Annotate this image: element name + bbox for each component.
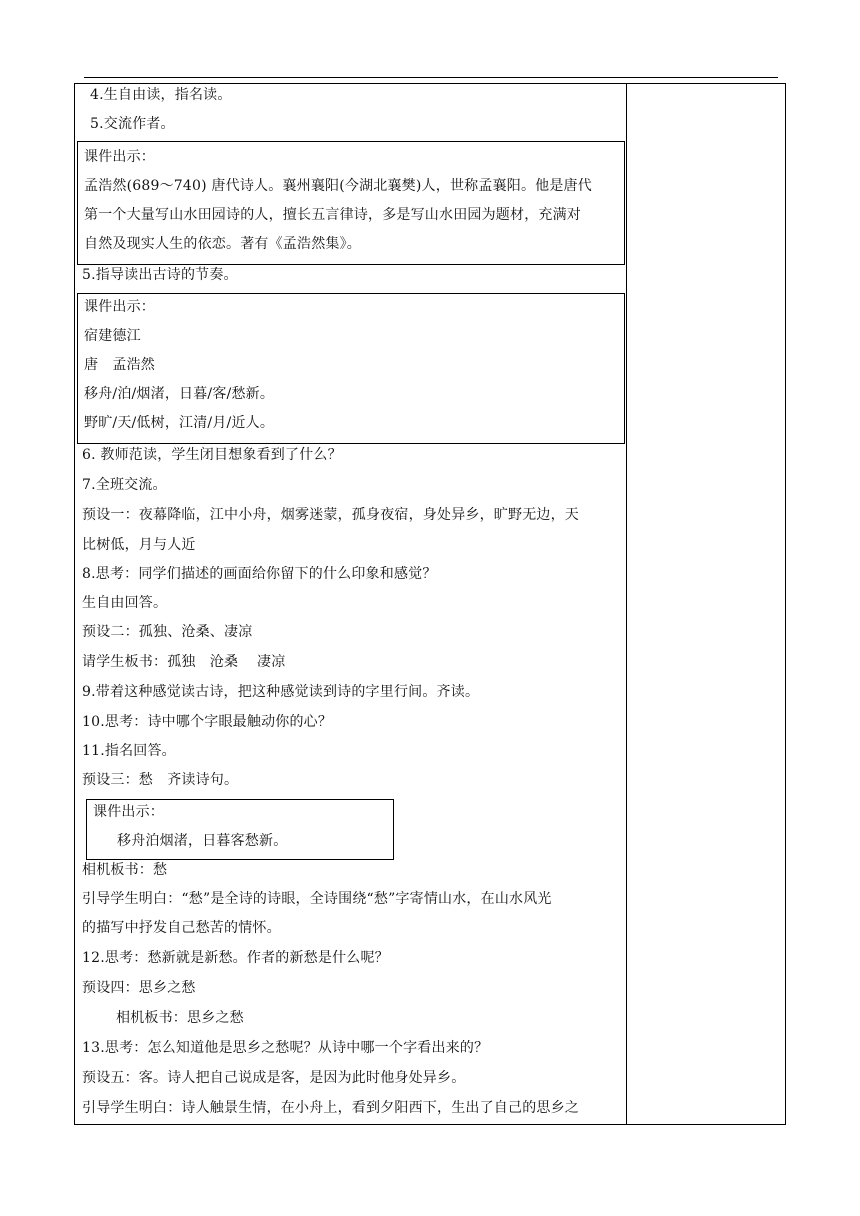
step-10: 10.思考：诗中哪个字眼最触动你的心？ <box>82 714 333 730</box>
step-8: 8.思考：同学们描述的画面给你留下的什么印象和感觉？ <box>82 566 437 582</box>
author-bio-line: 孟浩然(689～740) 唐代诗人。襄州襄阳(今湖北襄樊)人，世称孟襄阳。他是唐代 <box>84 178 592 194</box>
poem-verse: 野旷/天/低树，江清/月/近人。 <box>84 415 275 431</box>
preset-5: 预设五：客。诗人把自己说成是客，是因为此时他身处异乡。 <box>82 1070 466 1086</box>
preset-1-cont: 比树低，月与人近 <box>82 537 196 553</box>
poem-title: 宿建德江 <box>84 328 141 344</box>
poem-verse: 移舟/泊/烟渚，日暮/客/愁新。 <box>84 386 275 402</box>
box-title: 课件出示： <box>84 299 155 315</box>
step-5-rhythm: 5.指导读出古诗的节奏。 <box>82 267 238 283</box>
preset-4: 预设四：思乡之愁 <box>82 980 196 996</box>
step-7: 7.全班交流。 <box>82 477 167 493</box>
step-5-author: 5.交流作者。 <box>90 116 175 132</box>
board-note: 相机板书：思乡之愁 <box>116 1010 244 1026</box>
column-divider <box>626 83 627 1125</box>
step-12: 12.思考：愁新就是新愁。作者的新愁是什么呢？ <box>82 950 389 966</box>
preset-2: 预设二：孤独、沧桑、凄凉 <box>82 624 253 640</box>
poem-author: 唐 孟浩然 <box>84 357 155 373</box>
preset-3: 预设三：愁 齐读诗句。 <box>82 772 239 788</box>
guide-note: 引导学生明白：“愁”是全诗的诗眼，全诗围绕“愁”字寄情山水，在山水风光 <box>82 891 552 907</box>
author-bio-line: 第一个大量写山水田园诗的人，擅长五言律诗，多是写山水田园为题材，充满对 <box>84 207 581 223</box>
guide-note: 引导学生明白：诗人触景生情，在小舟上，看到夕阳西下，生出了自己的思乡之 <box>82 1100 579 1116</box>
step-4: 4.生自由读，指名读。 <box>90 87 232 103</box>
author-bio-line: 自然及现实人生的依恋。著有《孟浩然集》。 <box>84 236 361 252</box>
courseware-box-verse <box>86 799 394 860</box>
courseware-box-author <box>77 141 625 265</box>
board-note: 请学生板书：孤独 沧桑 凄凉 <box>82 654 286 670</box>
board-note: 相机板书：愁 <box>82 862 168 878</box>
step-9: 9.带着这种感觉读古诗，把这种感觉读到诗的字里行间。齐读。 <box>82 684 480 700</box>
guide-note-cont: 的描写中抒发自己愁苦的情怀。 <box>82 920 281 936</box>
step-11: 11.指名回答。 <box>82 743 176 759</box>
courseware-box-poem <box>77 293 625 444</box>
header-rule <box>84 77 778 78</box>
box-title: 课件出示： <box>93 804 164 820</box>
step-6: 6. 教师范读，学生闭目想象看到了什么？ <box>82 447 342 463</box>
free-answer: 生自由回答。 <box>82 595 168 611</box>
box-title: 课件出示： <box>84 149 155 165</box>
verse-line: 移舟泊烟渚，日暮客愁新。 <box>117 833 288 849</box>
step-13: 13.思考：怎么知道他是思乡之愁呢？从诗中哪一个字看出来的？ <box>82 1040 489 1056</box>
preset-1: 预设一：夜幕降临，江中小舟，烟雾迷蒙，孤身夜宿，身处异乡，旷野无边，天 <box>82 507 579 523</box>
